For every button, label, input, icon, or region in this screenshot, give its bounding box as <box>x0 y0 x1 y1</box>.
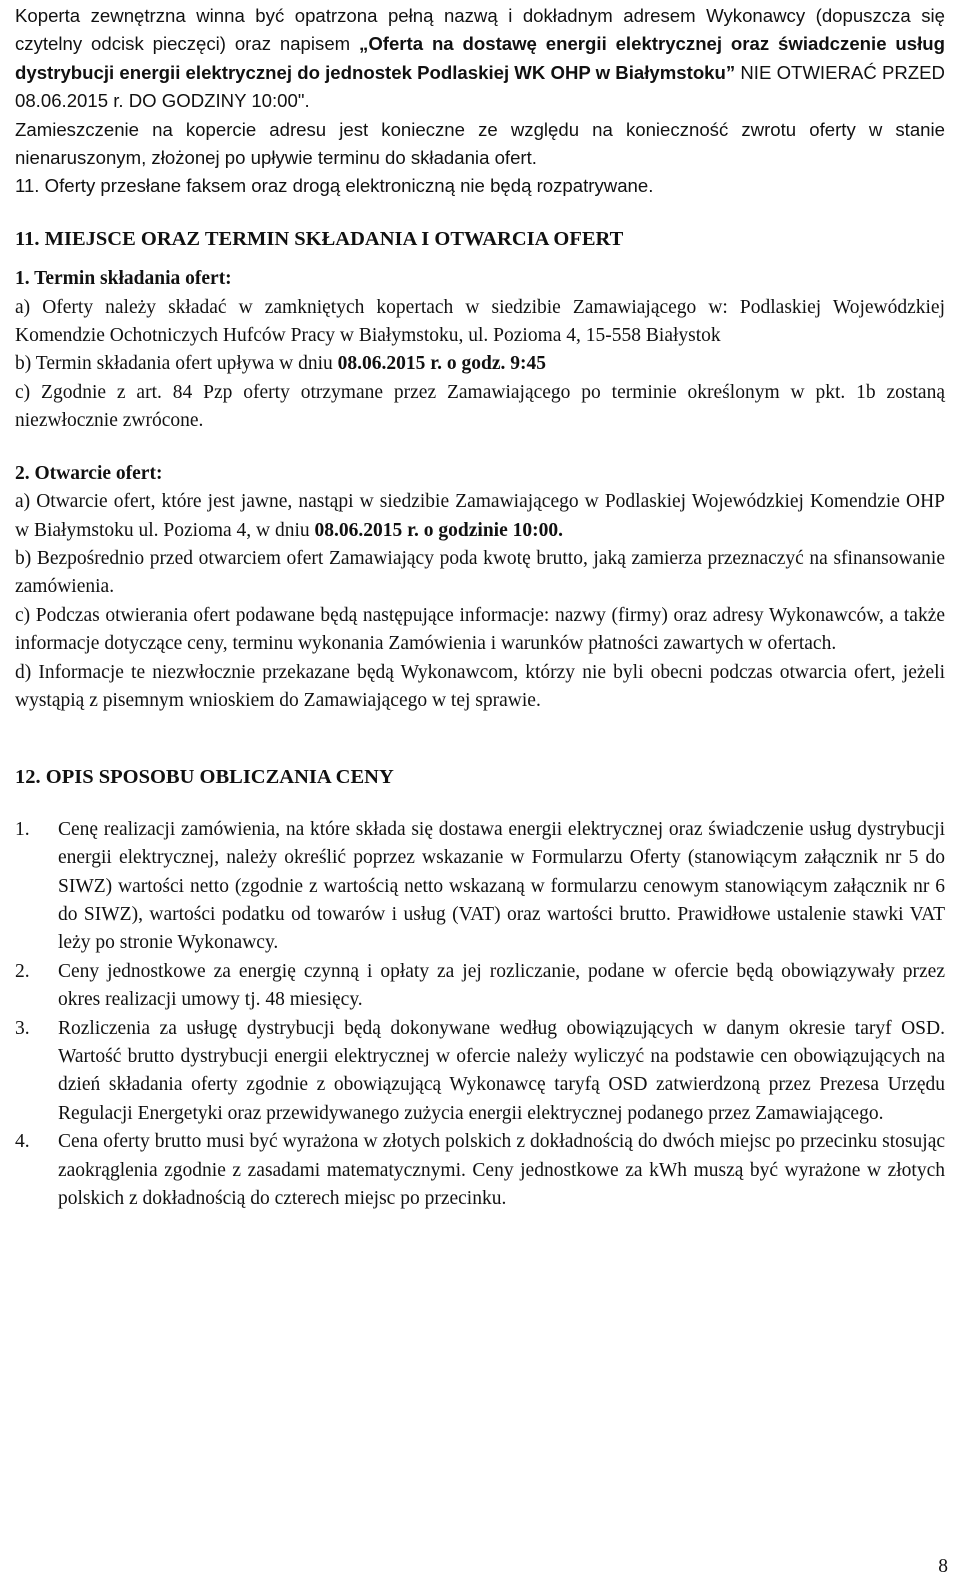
list-item-number: 4. <box>15 1131 30 1153</box>
submission-a: a) Oferty należy składać w zamkniętych kopertach w siedzibie Zamawiającego w: Podlaskiej Wojewódzkiej Komendzie Ochotniczych Hufców Pracy w Białymstoku, ul. Pozioma 4, 15-558 Białystok <box>15 296 945 347</box>
envelope-paragraph <box>15 2 945 116</box>
submission-b <box>15 350 945 378</box>
document-page <box>15 2 945 1213</box>
opening-d: d) Informacje te niezwłocznie przekazane będą Wykonawcom, którzy nie byli obecni podczas otwarcia ofert, jeżeli wystąpią z pisemnym wnioskiem do Zamawiającego w tej sprawie. <box>15 661 945 711</box>
section-11-heading: 11. MIEJSCE ORAZ TERMIN SKŁADANIA I OTWARCIA OFERT <box>15 227 624 250</box>
list-item-number: 1. <box>15 818 30 840</box>
submission-b-text: b) Termin składania ofert upływa w dniu <box>15 353 338 375</box>
opening-a-date: 08.06.2015 r. o godzinie 10:00. <box>314 519 563 541</box>
list-item <box>15 1015 945 1129</box>
list-item <box>15 958 945 1015</box>
envelope-text-b: NIE OTWIERAĆ PRZED 08.06.2015 r. DO GODZINY 10:00". <box>15 61 945 112</box>
address-requirement-paragraph: Zamieszczenie na kopercie adresu jest konieczne ze względu na konieczność zwrotu oferty w stanie nienaruszonym, złożonej po upływie terminu do składania ofert. <box>15 118 945 169</box>
opening-b: b) Bezpośrednio przed otwarciem ofert Zamawiający poda kwotę brutto, jaką zamierza przeznaczyć na sfinansowanie zamówienia. <box>15 547 945 598</box>
opening-a-text: a) Otwarcie ofert, które jest jawne, nastąpi w siedzibie Zamawiającego w Podlaskiej Wojewódzkiej Komendzie OHP w Białymstoku ul. Pozioma 4, w dniu <box>15 491 945 541</box>
envelope-text-a: Koperta zewnętrzna winna być opatrzona pełną nazwą i dokładnym adresem Wykonawcy (dopuszcza się czytelny odcisk pieczęci) oraz napisem <box>15 5 945 55</box>
submission-deadline-heading: 1. Termin składania ofert: <box>15 268 232 290</box>
page-number: 8 <box>938 1555 948 1577</box>
submission-b-date: 08.06.2015 r. o godz. 9:45 <box>337 353 547 375</box>
section-12-heading: 12. OPIS SPOSOBU OBLICZANIA CENY <box>15 766 394 789</box>
opening-a <box>15 488 945 545</box>
opening-heading: 2. Otwarcie ofert: <box>15 462 163 484</box>
list-item <box>15 816 945 958</box>
fax-paragraph: 11. Oferty przesłane faksem oraz drogą elektroniczną nie będą rozpatrywane. <box>15 175 654 197</box>
list-item-text: Cena oferty brutto musi być wyrażona w złotych polskich z dokładnością do dwóch miejsc po przecinku stosując zaokrąglenia zgodnie z zasadami matematycznymi. Ceny jednostkowe za kWh muszą być wyrażone w złotych polskich z dokładnością do czterech miejsc po przecinku. <box>58 1131 945 1210</box>
list-item-text: Rozliczenia za usługę dystrybucji będą dokonywane według obowiązujących w danym okresie taryf OSD. Wartość brutto dystrybucji energii elektrycznej w ofercie należy wyliczyć na podstawie cen obowiązujących na dzień składania oferty zgodnie z obowiązującą Wykonawcę taryfą OSD zatwierdzoną przez Prezesa Urzędu Regulacji Energetyki oraz przewidywanego zużycia energii elektrycznej podanego przez Zamawiającego. <box>58 1017 945 1124</box>
list-item-text: Ceny jednostkowe za energię czynną i opłaty za jej rozliczanie, podane w ofercie będą obowiązywały przez okres realizacji umowy tj. 48 miesięcy. <box>58 960 945 1011</box>
envelope-text-bold: „Oferta na dostawę energii elektrycznej oraz świadczenie usług dystrybucji energii elektrycznej do jednostek Podlaskiej WK OHP w Białymstoku” <box>15 33 945 83</box>
list-item-text: Cenę realizacji zamówienia, na które składa się dostawa energii elektrycznej oraz świadczenie usług dystrybucji energii elektrycznej, należy określić poprzez wskazanie w Formularzu Oferty (stanowiącym załącznik nr 5 do SIWZ) wartości netto (zgodnie z wartością netto wskazaną w formularzu cenowym stanowiącym załącznik nr 6 do SIWZ), wartości podatku od towarów i usług (VAT) oraz wartości brutto. Prawidłowe ustalenie stawki VAT leży po stronie Wykonawcy. <box>58 818 945 954</box>
list-item-number: 3. <box>15 1017 30 1039</box>
opening-c: c) Podczas otwierania ofert podawane będą następujące informacje: nazwy (firmy) oraz adresy Wykonawców, a także informacje dotyczące ceny, terminu wykonania Zamówienia i warunków płatności zawartych w ofertach. <box>15 604 945 655</box>
list-item <box>15 1128 945 1213</box>
list-item-number: 2. <box>15 960 30 982</box>
submission-c: c) Zgodnie z art. 84 Pzp oferty otrzymane przez Zamawiającego po terminie określonym w pkt. 1b zostaną niezwłocznie zwrócone. <box>15 381 945 432</box>
price-calculation-list <box>15 816 945 1214</box>
